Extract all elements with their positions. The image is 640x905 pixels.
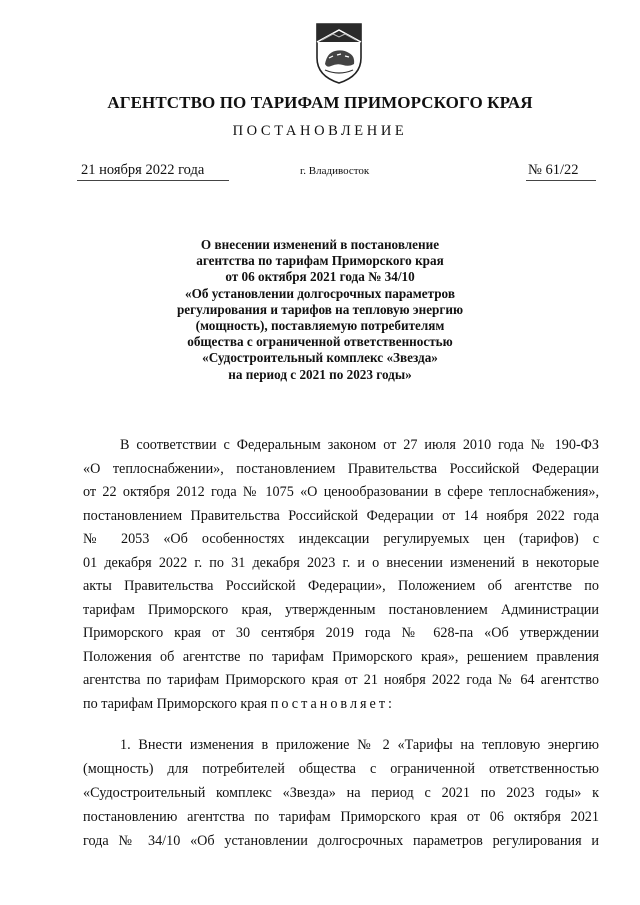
body-line: агентства по тарифам Приморского края от 21 ноября 2022 года № 64 агентство	[83, 672, 599, 688]
subject-line: агентства по тарифам Приморского края	[196, 253, 444, 269]
subject-line: регулирования и тарифов на тепловую энергию	[176, 301, 464, 317]
body-line: № 2053 «Об особенностях индексации регулируемых цен (тарифов) с	[83, 531, 599, 547]
date-underline	[77, 180, 229, 181]
body-line-final	[83, 693, 395, 716]
body-line: тарифам Приморского края, утвержденным постановлением Администрации	[83, 601, 599, 618]
subject-line: «Об установлении долгосрочных параметров	[185, 285, 455, 301]
document-type: ПОСТАНОВЛЕНИЕ	[232, 123, 408, 139]
body-line: 01 декабря 2022 г. по 31 декабря 2023 г. и о внесении изменений в некоторые	[83, 554, 599, 571]
number-underline	[526, 180, 596, 181]
body-line: Приморского края от 30 сентября 2019 года № 628-па «Об утверждении	[83, 625, 599, 641]
body-line: В соответствии с Федеральным законом от 27 июля 2010 года № 190-ФЗ	[120, 437, 599, 453]
body-line: года № 34/10 «Об установлении долгосрочных параметров регулирования и	[83, 833, 599, 849]
subject-line: на период с 2021 по 2023 годы»	[228, 366, 412, 382]
coat-of-arms-emblem	[313, 20, 365, 86]
document-number: № 61/22	[528, 162, 579, 178]
body-line: 1. Внести изменения в приложение № 2 «Тарифы на тепловую энергию	[120, 737, 599, 753]
subject-line: общества с ограниченной ответственностью	[187, 334, 453, 350]
body-line: постановлением Правительства Российской Федерации от 14 ноября 2022 года	[83, 507, 599, 524]
subject-line: «Судостроительный комплекс «Звезда»	[202, 350, 438, 366]
agency-name: АГЕНТСТВО ПО ТАРИФАМ ПРИМОРСКОГО КРАЯ	[107, 93, 533, 112]
subject-line: (мощность), поставляемую потребителям	[195, 318, 445, 334]
body-line: «О теплоснабжении», постановлением Правительства Российской Федерации	[83, 460, 599, 477]
body-line: от 22 октября 2012 года № 1075 «О ценообразовании в сфере теплоснабжения»,	[83, 484, 599, 500]
subject-line: О внесении изменений в постановление	[200, 237, 440, 252]
subject-line: от 06 октября 2021 года № 34/10	[225, 269, 415, 285]
document-city: г. Владивосток	[300, 165, 370, 177]
body-text: по тарифам Приморского края	[83, 695, 271, 712]
body-line: (мощность) для потребителей общества с ограниченной ответственностью	[83, 761, 599, 777]
body-line: постановлению агентства по тарифам Приморского края от 06 октября 2021	[83, 809, 599, 825]
body-line: Положения об агентстве по тарифам Приморского края», решением правления	[83, 648, 599, 665]
body-line: «Судостроительный комплекс «Звезда» на период с 2021 по 2023 годы» к	[83, 785, 599, 801]
resolution-word: постановляет:	[270, 695, 395, 712]
document-subject	[120, 237, 520, 383]
body-line: акты Правительства Российской Федерации», Положением об агентстве по	[83, 578, 599, 594]
document-date: 21 ноября 2022 года	[81, 162, 205, 178]
